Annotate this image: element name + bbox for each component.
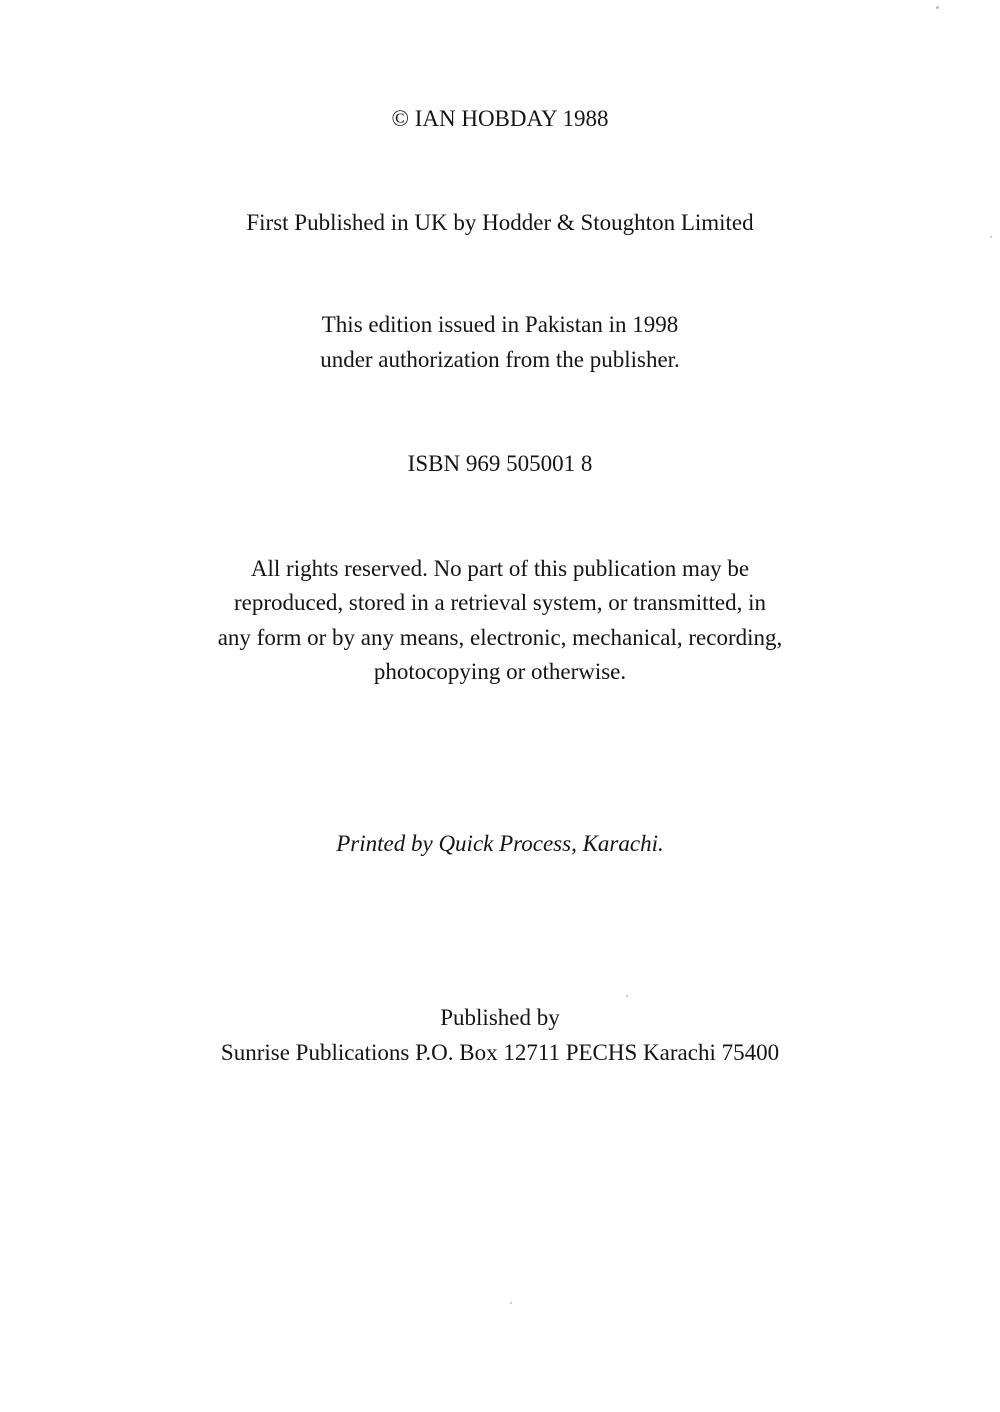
first-published-line: First Published in UK by Hodder & Stoughton Limited <box>246 210 754 235</box>
rights-line-2: reproduced, stored in a retrieval system, or transmitted, in <box>233 590 767 615</box>
scan-speck <box>936 6 939 9</box>
scan-speck <box>990 236 992 238</box>
published-by-label: Published by <box>440 1005 560 1030</box>
edition-line-2: under authorization from the publisher. <box>320 347 680 372</box>
rights-line-4: photocopying or otherwise. <box>373 659 627 684</box>
scan-speck <box>626 995 628 997</box>
scan-speck <box>510 1302 512 1304</box>
publisher-address: Sunrise Publications P.O. Box 12711 PECHS Karachi 75400 <box>220 1040 780 1065</box>
printer-line: Printed by Quick Process, Karachi. <box>336 831 664 856</box>
rights-line-1: All rights reserved. No part of this publication may be <box>250 556 750 581</box>
copyright-notice: © IAN HOBDAY 1988 <box>391 106 609 131</box>
edition-line-1: This edition issued in Pakistan in 1998 <box>321 312 679 337</box>
isbn-line: ISBN 969 505001 8 <box>407 451 593 476</box>
rights-line-3: any form or by any means, electronic, mechanical, recording, <box>217 625 783 650</box>
